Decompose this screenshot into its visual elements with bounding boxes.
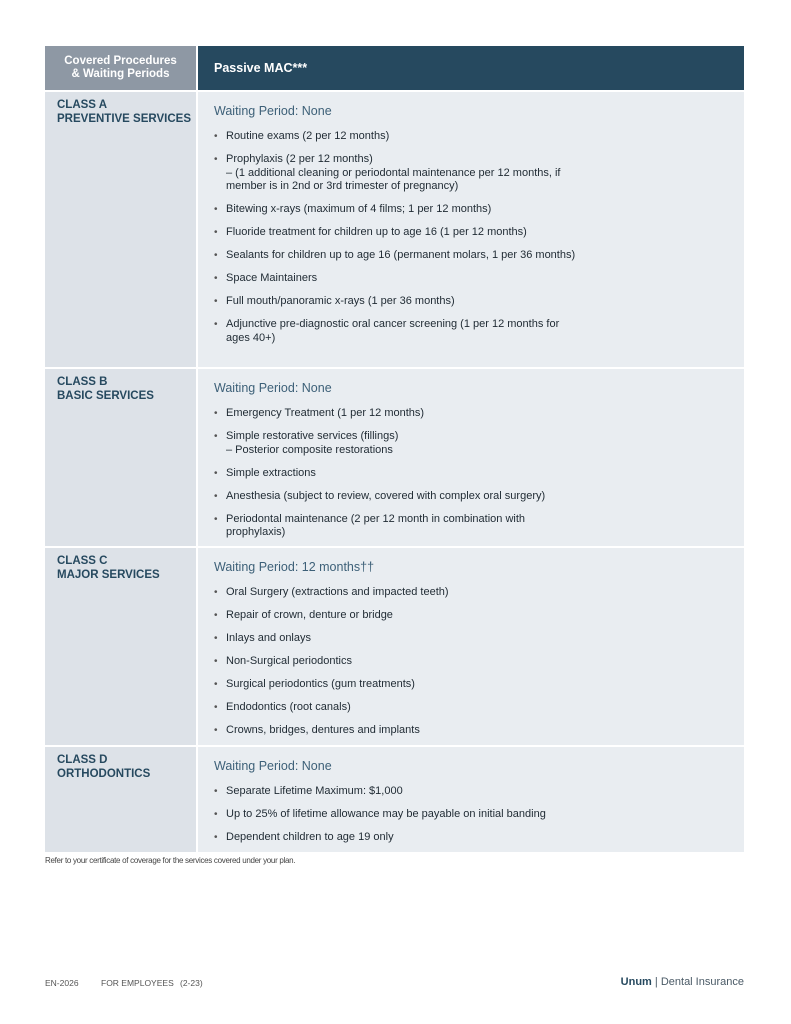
bullet-icon: • — [214, 227, 218, 238]
service-text: Separate Lifetime Maximum: $1,000 — [226, 785, 403, 797]
service-text: Routine exams (2 per 12 months) — [226, 130, 390, 142]
list-item — [214, 678, 586, 692]
service-text: Surgical periodontics (gum treatments) — [226, 678, 415, 690]
waiting-period: Waiting Period: 12 months†† — [214, 560, 375, 574]
service-text: Inlays and onlays — [226, 632, 311, 644]
list-item — [214, 490, 586, 504]
service-list — [214, 785, 744, 845]
waiting-period: Waiting Period: None — [214, 759, 332, 773]
list-item — [214, 632, 586, 646]
bullet-icon: • — [214, 204, 218, 215]
bullet-icon: • — [214, 809, 218, 820]
service-text: Prophylaxis (2 per 12 months) — [226, 153, 373, 165]
bullet-icon: • — [214, 431, 218, 442]
service-text: Periodontal maintenance (2 per 12 month in combination with prophylaxis) — [226, 512, 526, 538]
service-subtext: – Posterior composite restorations — [226, 443, 393, 456]
bullet-icon: • — [214, 725, 218, 736]
service-text: Adjunctive pre-diagnostic oral cancer screening (1 per 12 months for ages 40+) — [226, 318, 560, 344]
service-text: Space Maintainers — [226, 272, 318, 284]
service-text: Bitewing x-rays (maximum of 4 films; 1 per 12 months) — [226, 203, 492, 215]
brand-name: Unum — [620, 976, 652, 988]
list-item — [214, 467, 586, 481]
class-line1: CLASS D — [57, 754, 108, 766]
bullet-icon: • — [214, 679, 218, 690]
bullet-icon: • — [214, 154, 218, 165]
bullet-icon: • — [214, 832, 218, 843]
footer-audience: FOR EMPLOYEES — [101, 978, 174, 988]
service-list — [214, 586, 744, 738]
bullet-icon: • — [214, 273, 218, 284]
class-row — [45, 92, 744, 367]
bullet-icon: • — [214, 513, 218, 525]
class-row — [45, 548, 744, 745]
bullet-icon: • — [214, 702, 218, 713]
bullet-icon: • — [214, 786, 218, 797]
class-row — [45, 369, 744, 546]
bullet-icon: • — [214, 633, 218, 644]
service-text: Endodontics (root canals) — [226, 701, 351, 713]
class-label-cell — [45, 548, 196, 745]
class-line2: MAJOR SERVICES — [57, 569, 160, 581]
service-text: Emergency Treatment (1 per 12 months) — [226, 407, 425, 419]
list-item — [214, 808, 586, 822]
bullet-icon: • — [214, 587, 218, 598]
list-item — [214, 430, 586, 457]
list-item — [214, 226, 586, 240]
service-list — [214, 407, 744, 540]
class-line1: CLASS B — [57, 376, 108, 388]
list-item — [214, 586, 586, 600]
list-item — [214, 655, 586, 669]
header-plan-name: Passive MAC*** — [198, 46, 744, 90]
class-line2: ORTHODONTICS — [57, 768, 151, 780]
list-item — [214, 831, 586, 845]
class-label-cell — [45, 747, 196, 852]
bullet-icon: • — [214, 408, 218, 419]
class-details-cell — [198, 92, 744, 367]
class-details-cell — [198, 548, 744, 745]
service-text: Simple extractions — [226, 466, 316, 479]
product-name: Dental Insurance — [660, 976, 744, 988]
class-line2: PREVENTIVE SERVICES — [57, 113, 191, 125]
list-item — [214, 407, 586, 421]
list-item — [214, 609, 586, 623]
bullet-icon: • — [214, 490, 218, 502]
bullet-icon: • — [214, 610, 218, 621]
service-text: Repair of crown, denture or bridge — [226, 609, 393, 621]
bullet-icon: • — [214, 131, 218, 142]
class-details-cell — [198, 747, 744, 852]
list-item — [214, 785, 586, 799]
service-text: Anesthesia (subject to review, covered with complex oral surgery) — [226, 489, 546, 502]
list-item — [214, 130, 586, 144]
service-text: Oral Surgery (extractions and impacted teeth) — [226, 586, 449, 598]
list-item — [214, 203, 586, 217]
service-text: Crowns, bridges, dentures and implants — [226, 724, 420, 736]
list-item — [214, 272, 586, 286]
list-item — [214, 701, 586, 715]
class-details-cell — [198, 369, 744, 546]
footer-brand — [621, 976, 744, 988]
service-text: Full mouth/panoramic x-rays (1 per 36 months) — [226, 295, 455, 307]
service-text: Non-Surgical periodontics — [226, 655, 352, 667]
list-item — [214, 724, 586, 738]
list-item — [214, 513, 586, 540]
header-covered-procedures: Covered Procedures & Waiting Periods — [45, 46, 196, 90]
bullet-icon: • — [214, 656, 218, 667]
service-text: Fluoride treatment for children up to age 16 (1 per 12 months) — [226, 226, 527, 238]
waiting-period: Waiting Period: None — [214, 104, 332, 118]
service-text: Simple restorative services (fillings) — [226, 430, 399, 442]
list-item — [214, 153, 586, 194]
brand-separator: | — [654, 976, 658, 988]
footer-code: EN-2026 — [45, 978, 79, 988]
table-header — [45, 46, 744, 90]
service-text: Dependent children to age 19 only — [226, 831, 394, 843]
class-line1: CLASS C — [57, 555, 108, 567]
class-label-cell — [45, 92, 196, 367]
class-row — [45, 747, 744, 852]
list-item — [214, 295, 586, 309]
footnote: Refer to your certificate of coverage for the services covered under your plan. — [45, 856, 296, 865]
footer-date: (2-23) — [180, 978, 203, 988]
coverage-table — [45, 46, 744, 852]
list-item — [214, 249, 586, 263]
bullet-icon: • — [214, 467, 218, 479]
waiting-period: Waiting Period: None — [214, 381, 332, 395]
class-line1: CLASS A — [57, 99, 108, 111]
service-text: Up to 25% of lifetime allowance may be payable on initial banding — [226, 808, 546, 820]
class-label-cell — [45, 369, 196, 546]
class-line2: BASIC SERVICES — [57, 390, 154, 402]
service-subtext: – (1 additional cleaning or periodontal maintenance per 12 months, if member is in 2nd or 3rd trimester of pregnancy) — [226, 166, 561, 192]
service-list — [214, 130, 744, 345]
bullet-icon: • — [214, 319, 218, 330]
list-item — [214, 318, 586, 345]
service-text: Sealants for children up to age 16 (permanent molars, 1 per 36 months) — [226, 249, 576, 261]
bullet-icon: • — [214, 296, 218, 307]
bullet-icon: • — [214, 250, 218, 261]
